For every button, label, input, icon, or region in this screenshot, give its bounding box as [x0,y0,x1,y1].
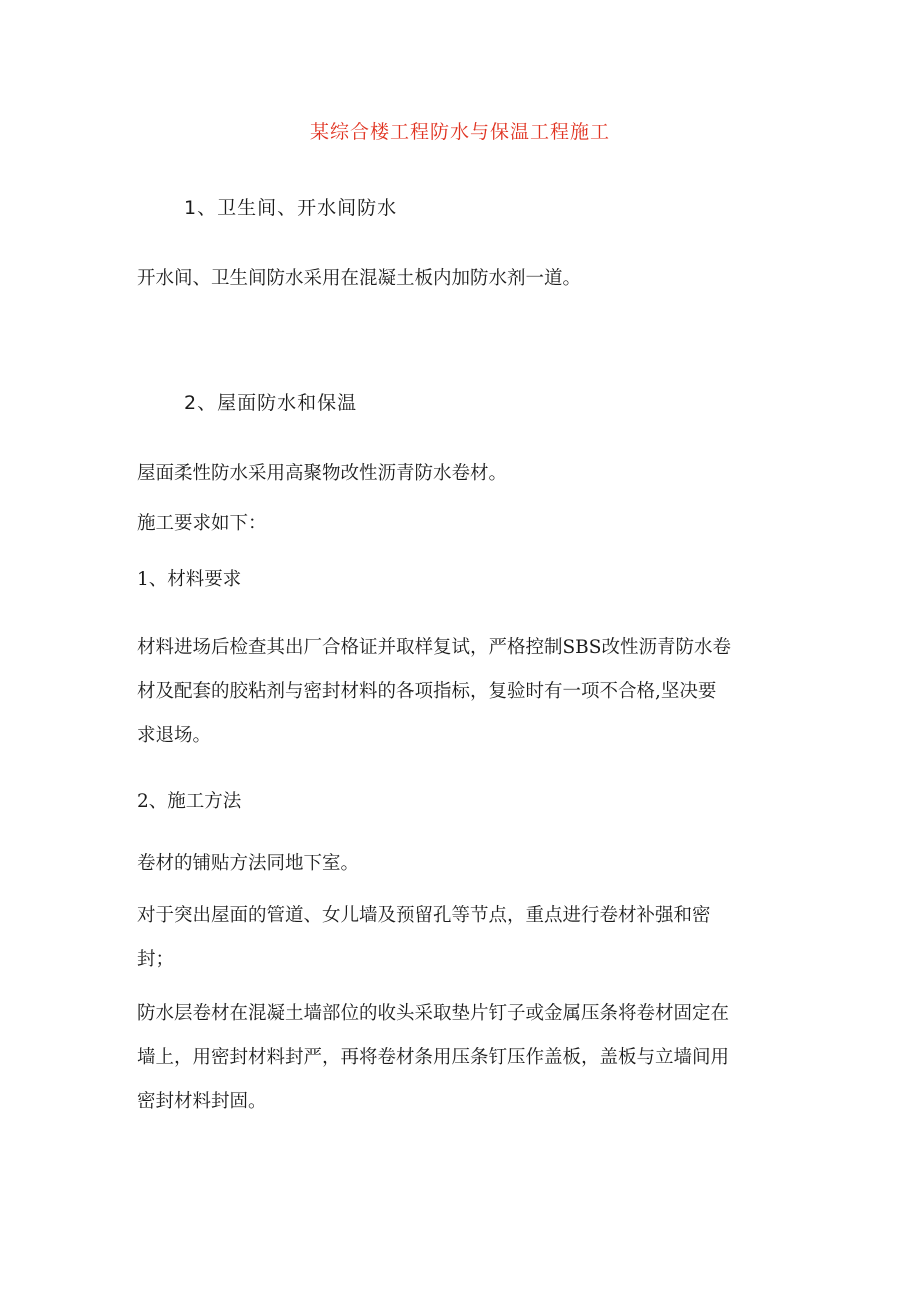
item-2-p3-line-2: 墙上，用密封材料封严，再将卷材条用压条钉压作盖板，盖板与立墙间用 [137,1047,730,1068]
item-1-paragraph [137,631,797,753]
section-2-heading: 2、屋面防水和保温 [184,392,358,414]
item-2-p2-line-1: 对于突出屋面的管道、女儿墙及预留孔等节点，重点进行卷材补强和密 [137,905,711,926]
section-1-body: 开水间、卫生间防水采用在混凝土板内加防水剂一道。 [137,268,582,289]
item-2-p2-line-2: 封； [137,949,175,970]
document-title: 某综合楼工程防水与保温工程施工 [309,121,610,143]
item-2-label: 2、施工方法 [137,791,242,812]
item-2-paragraph-3 [137,997,797,1119]
item-1-line-2: 材及配套的胶粘剂与密封材料的各项指标，复验时有一项不合格,坚决要 [137,681,717,702]
item-2-p3-line-1: 防水层卷材在混凝土墙部位的收头采取垫片钉子或金属压条将卷材固定在 [137,1003,730,1024]
section-1-heading: 1、卫生间、开水间防水 [184,197,398,219]
item-2-paragraph-2 [137,899,797,977]
item-1-line-3: 求退场。 [137,725,212,746]
section-2-intro: 屋面柔性防水采用高聚物改性沥青防水卷材。 [137,463,508,484]
item-2-p3-line-3: 密封材料封固。 [137,1091,267,1112]
item-1-label: 1、材料要求 [137,569,242,590]
requirements-label: 施工要求如下： [137,513,267,534]
item-1-line-1: 材料进场后检查其出厂合格证并取样复试，严格控制SBS改性沥青防水卷 [137,637,731,658]
item-2-paragraph-1: 卷材的铺贴方法同地下室。 [137,853,360,874]
